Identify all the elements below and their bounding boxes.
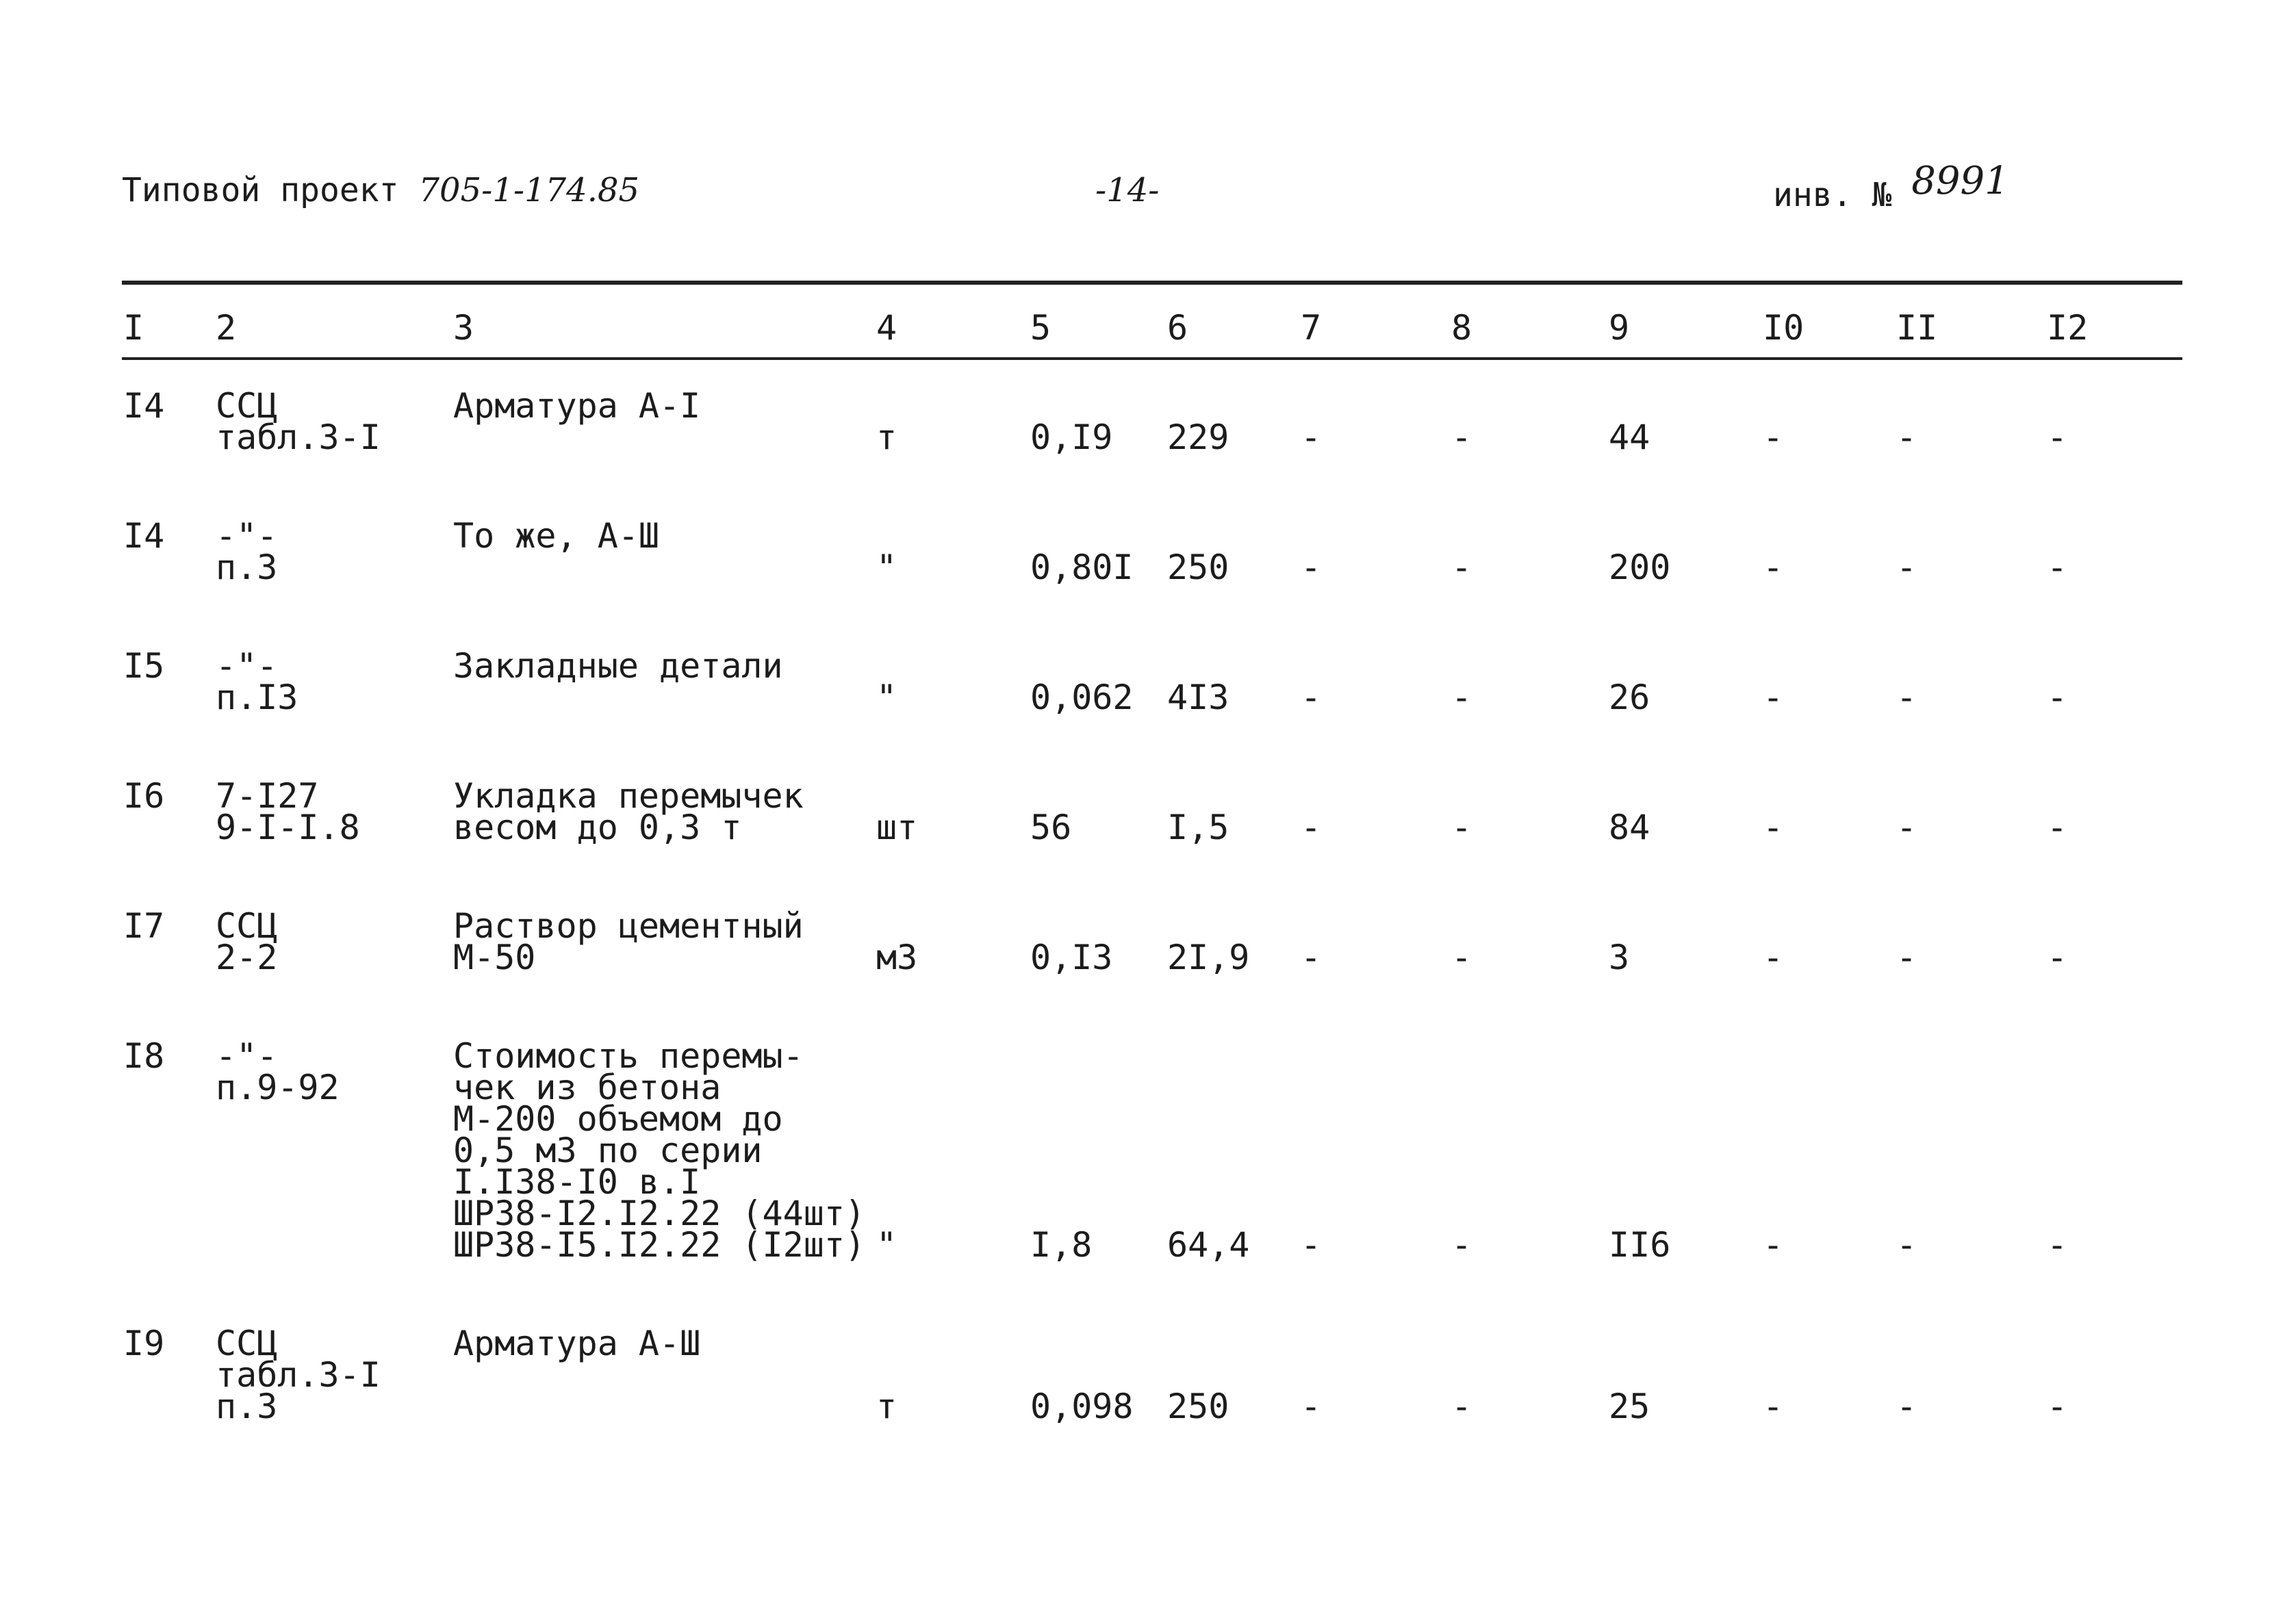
row-number: I4 [123,386,165,426]
row-value-5: 0,062 [1030,678,1134,717]
row-source: ССЦ табл.3-I п.3 [216,1324,381,1426]
inventory-label: инв. № [1773,176,1892,214]
column-header: I0 [1763,308,1804,348]
row-value-10: - [1763,808,1784,847]
column-header: 9 [1609,308,1630,348]
row-value-5: 0,098 [1030,1387,1134,1426]
row-unit: м3 [876,938,918,977]
row-unit: " [876,548,897,587]
row-value-12: - [2047,808,2068,847]
inventory-number: 8991 [1911,159,2009,203]
row-value-8: - [1451,1387,1472,1426]
row-source: ССЦ 2-2 [216,906,278,977]
row-source: 7-I27 9-I-I.8 [216,776,360,847]
column-header: 2 [216,308,237,348]
row-description: То же, А-Ш [453,516,660,556]
document-header-project [122,171,639,209]
row-value-9: 44 [1609,417,1650,457]
project-number: 705-1-174.85 [418,171,640,209]
row-value-8: - [1451,1225,1472,1265]
column-header: 5 [1030,308,1051,348]
row-value-6: 64,4 [1167,1225,1250,1265]
row-source: -"- п.9-92 [216,1036,340,1107]
column-header: I [123,308,144,348]
row-number: I6 [123,776,165,816]
column-header: II [1896,308,1938,348]
row-value-6: I,5 [1167,808,1229,847]
row-value-10: - [1763,1225,1784,1265]
row-value-6: 2I,9 [1167,938,1250,977]
row-unit: " [876,1225,897,1265]
row-value-10: - [1763,417,1784,457]
row-source: -"- п.I3 [216,646,298,717]
row-value-6: 250 [1167,1387,1229,1426]
table-header-rule [122,357,2182,360]
project-label: Типовой проект [122,171,399,209]
row-value-7: - [1301,1225,1322,1265]
row-value-10: - [1763,548,1784,587]
row-unit: шт [876,808,918,847]
row-value-9: 200 [1609,548,1671,587]
row-number: I7 [123,906,165,946]
row-source: -"- п.3 [216,516,278,587]
row-value-9: II6 [1609,1225,1671,1265]
row-source: ССЦ табл.3-I [216,386,381,457]
document-header-inventory [1773,159,2009,216]
column-header: 4 [876,308,897,348]
row-value-12: - [2047,417,2068,457]
row-value-8: - [1451,808,1472,847]
row-value-11: - [1896,1387,1917,1426]
row-value-10: - [1763,678,1784,717]
row-value-8: - [1451,417,1472,457]
row-number: I5 [123,646,165,686]
row-value-7: - [1301,678,1322,717]
column-header: 7 [1301,308,1322,348]
row-value-10: - [1763,938,1784,977]
row-value-12: - [2047,1225,2068,1265]
row-value-8: - [1451,678,1472,717]
row-value-12: - [2047,548,2068,587]
row-description: Стоимость перемы- чек из бетона М-200 объемом до 0,5 м3 по серии I.I38-I0 в.I ШР38-I2.I2.22 (44шт) ШР38-I5.I2.22 (I2шт) [453,1036,866,1265]
row-value-11: - [1896,417,1917,457]
row-value-9: 3 [1609,938,1630,977]
row-value-6: 250 [1167,548,1229,587]
row-number: I4 [123,516,165,556]
row-description: Укладка перемычек весом до 0,3 т [453,776,804,847]
row-value-11: - [1896,678,1917,717]
row-value-5: 56 [1030,808,1072,847]
row-value-6: 4I3 [1167,678,1229,717]
page-number: -14- [1095,171,1160,209]
row-description: Раствор цементный М-50 [453,906,804,977]
row-value-8: - [1451,938,1472,977]
row-value-11: - [1896,808,1917,847]
row-unit: " [876,678,897,717]
column-header: 8 [1451,308,1472,348]
row-value-9: 26 [1609,678,1650,717]
row-unit: т [876,1387,897,1426]
row-unit: т [876,417,897,457]
row-value-5: I,8 [1030,1225,1093,1265]
row-value-9: 25 [1609,1387,1650,1426]
row-value-12: - [2047,1387,2068,1426]
row-value-11: - [1896,548,1917,587]
row-value-8: - [1451,548,1472,587]
row-value-9: 84 [1609,808,1650,847]
row-number: I9 [123,1324,165,1363]
row-value-12: - [2047,678,2068,717]
row-value-7: - [1301,548,1322,587]
table-top-rule [122,281,2182,285]
row-value-7: - [1301,1387,1322,1426]
row-value-7: - [1301,417,1322,457]
row-value-5: 0,I9 [1030,417,1113,457]
row-value-10: - [1763,1387,1784,1426]
row-description: Арматура А-I [453,386,701,426]
row-value-5: 0,80I [1030,548,1134,587]
row-value-12: - [2047,938,2068,977]
column-header: 3 [453,308,474,348]
row-value-7: - [1301,808,1322,847]
row-number: I8 [123,1036,165,1076]
row-value-7: - [1301,938,1322,977]
row-value-6: 229 [1167,417,1229,457]
row-description: Закладные детали [453,646,783,686]
column-header: 6 [1167,308,1188,348]
row-value-11: - [1896,938,1917,977]
column-header: I2 [2047,308,2089,348]
row-description: Арматура А-Ш [453,1324,701,1363]
row-value-11: - [1896,1225,1917,1265]
row-value-5: 0,I3 [1030,938,1113,977]
